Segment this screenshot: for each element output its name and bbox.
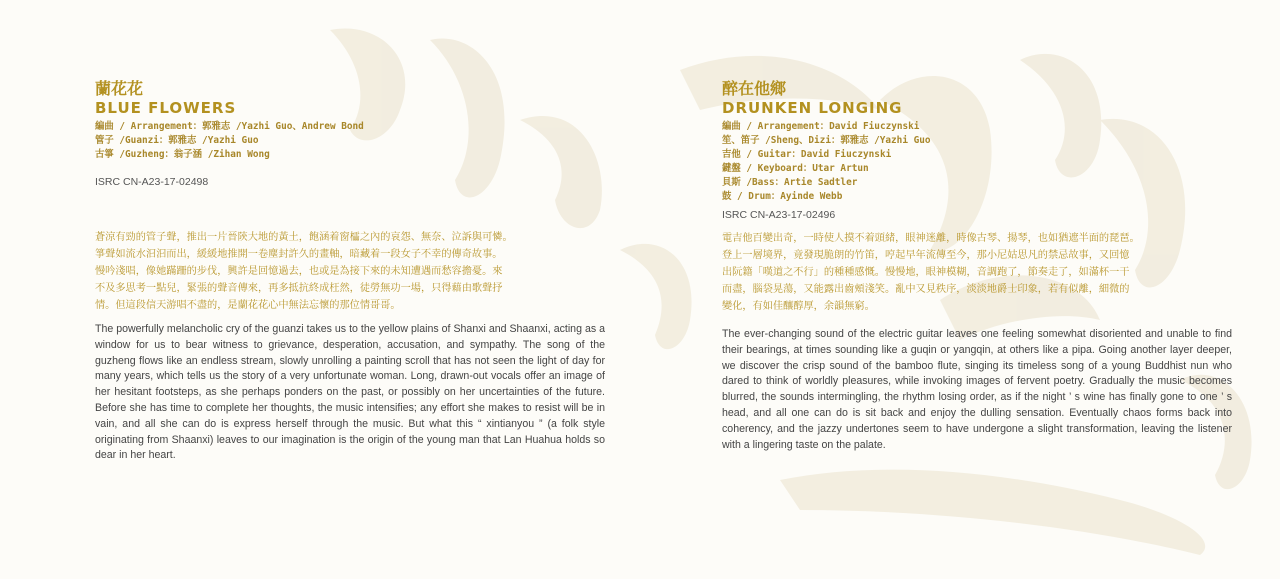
english-description: The ever-changing sound of the electric guitar leaves one feeling somewhat disoriented and unable to find their bearings, at times sounding like a guqin or yangqin, at others like a pipa. Going another layer deeper, we discover the crisp sound of the bamboo flute, singing its timeless song of a young Buddhist nun who dared to think of worldly pleasures, while invoking images of fervent poetry. Gradually the music becomes blurred, the sounds intermingling, the rhythm losing order, as if the night ’ s wine has finally gone to one ’ s head, and all one can do is sit back and enjoy the dulling sensation. Eventually chaos forms back into coherency, and the jazzy undertones seem to have undergone a slight transformation, leaving the listener with a lingering taste on the palate. [722,328,1232,451]
chinese-description-line: 出阮籍「嘆道之不行」的種種感慨。慢慢地，眼神模糊，音調跑了，節奏走了，如滿杯一干 [722,267,1130,278]
credit-line: 吉他 / Guitar：David Fiuczynski [722,149,892,160]
isrc-code: ISRC CN-A23-17-02498 [95,176,209,188]
track-title-english: DRUNKEN LONGING [722,99,903,117]
credit-line: 鍵盤 / Keyboard：Utar Artun [722,163,869,174]
credit-line: 管子 /Guanzi：郭雅志 /Yazhi Guo [95,135,259,146]
chinese-description-line: 不及多思考一點兒，緊張的聲音傳來，再多抵抗終成枉然，徒勞無功一場，只得藉由歌聲抒 [95,283,503,294]
chinese-description-line: 慢吟淺唱，像她蹣跚的步伐，興許是回憶過去，也或是為接下來的未知遭遇而愁容擔憂。來 [95,266,503,277]
chinese-description-line: 箏聲如流水汩汩而出，緩緩地推開一卷塵封許久的畫軸，暗藏着一段女子不幸的傳奇故事。 [95,249,503,260]
chinese-description-line: 而盡，腦袋晃蕩，又能露出齒頰淺笑。亂中又見秩序，淡淡地爵士印象，若有似離，細微的 [722,284,1130,295]
chinese-description-line: 蒼涼有勁的管子聲，推出一片晉陝大地的黃土，飽涵着窗櫺之內的哀怨、無奈、泣訴與可憐。 [95,232,513,243]
credit-line: 貝斯 /Bass：Artie Sadtler [722,177,858,188]
credit-line: 古箏 /Guzheng：翁子涵 /Zihan Wong [95,149,270,160]
credits-list [95,120,605,162]
track-blue-flowers [95,80,605,464]
credit-line: 編曲 / Arrangement：郭雅志 /Yazhi Guo、Andrew Bond [95,121,364,132]
isrc-code: ISRC CN-A23-17-02496 [722,209,836,221]
chinese-description [95,229,605,314]
chinese-description-line: 電吉他百變出奇，一時使人摸不着頭緒，眼神迷離，時像古琴、揚琴，也如猶遮半面的琵琶。 [722,233,1140,244]
chinese-description-line: 情。但這段信天游唱不盡的，是蘭花花心中無法忘懷的那位情哥哥。 [95,300,401,311]
credit-line: 笙、笛子 /Sheng、Dizi：郭雅志 /Yazhi Guo [722,135,931,146]
chinese-description-line: 變化，有如佳釀醇厚，余韻無窮。 [722,301,875,312]
track-title-english: BLUE FLOWERS [95,99,237,117]
chinese-description-line: 登上一層境界，竟發現脆朗的竹笛，哼起早年流傳至今，那小尼姑思凡的禁忌故事，又回憶 [722,250,1130,261]
credit-line: 編曲 / Arrangement：David Fiuczynski [722,121,920,132]
credit-line: 鼓 / Drum：Ayinde Webb [722,191,843,202]
track-drunken-longing [722,80,1232,453]
chinese-description [722,230,1232,315]
credits-list [722,120,1232,204]
track-title-chinese: 醉在他鄉 [722,79,787,98]
english-description: The powerfully melancholic cry of the guanzi takes us to the yellow plains of Shanxi and Shaanxi, acting as a window for us to bear witness to grievance, desperation, accusation, and sympathy. The song of the guzheng flows like an endless stream, slowly unrolling a painting scroll that has not seen the light of day for many years, which tells us the story of a very unfortunate woman. Long, drawn-out vocals offer an image of her hesitant footsteps, as she perhaps ponders on the past, or possibly on her uncertainties of the future. Before she has time to complete her thoughts, the music intensifies; any effort she makes to resist will be in vain, and all she can do is express herself through the music. But what this “ xintianyou ” (a folk style originating from Shaanxi) leaves to our imagination is the origin of the young man that Lan Huahua holds so dear in her heart. [95,323,605,462]
track-title-chinese: 蘭花花 [95,79,144,98]
